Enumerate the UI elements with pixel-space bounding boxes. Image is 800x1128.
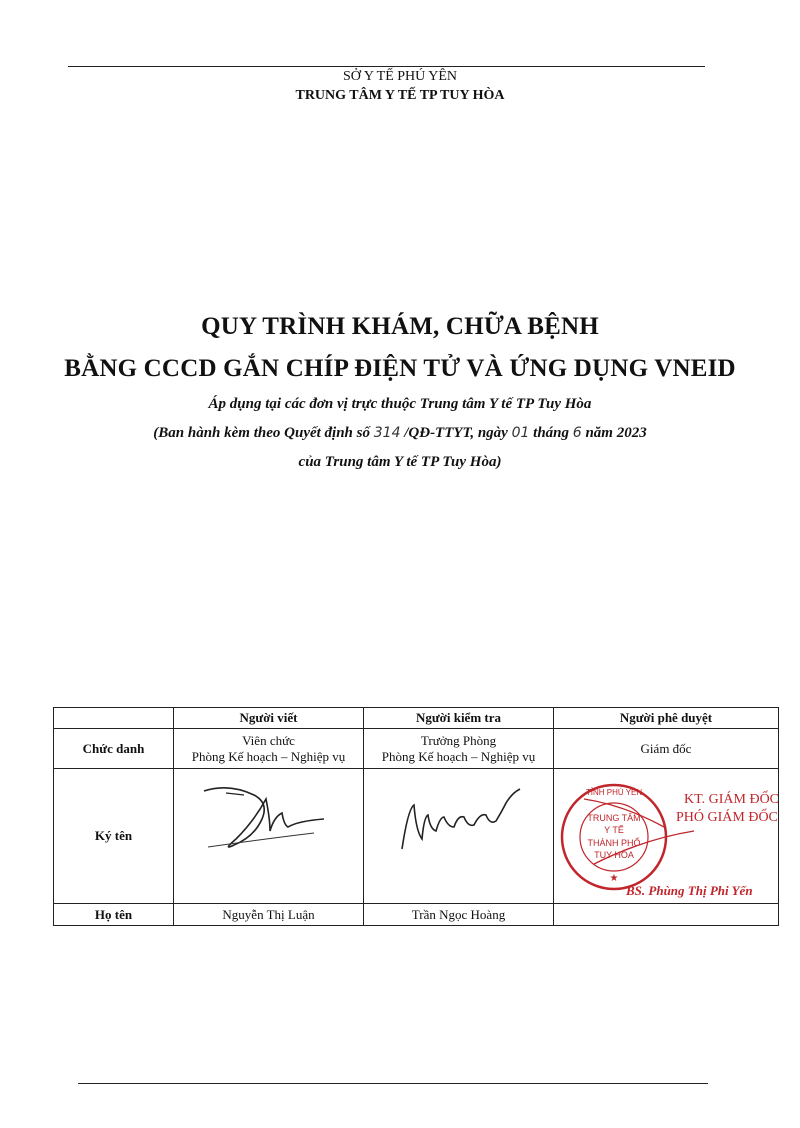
approver-signed-name: BS. Phùng Thị Phi Yến: [626, 883, 753, 898]
writer-signature-image: [174, 769, 364, 899]
signature-table: [53, 707, 779, 926]
decision-middle-1: /QĐ-TTYT, ngày: [400, 425, 512, 441]
name-row-label: Họ tên: [54, 904, 174, 926]
name-row: [54, 904, 779, 926]
approver-role-2: PHÓ GIÁM ĐỐC: [676, 810, 778, 825]
apply-line: Áp dụng tại các đơn vị trực thuộc Trung tâm Y tế TP Tuy Hòa: [208, 396, 592, 412]
checker-signature: [364, 769, 554, 904]
checker-title: [364, 729, 554, 769]
header-writer: Người viết: [174, 708, 364, 729]
approver-title: Giám đốc: [554, 729, 779, 769]
decision-number: 314: [373, 425, 401, 441]
header-line-2: TRUNG TÂM Y TẾ TP TUY HÒA: [295, 88, 505, 103]
sign-row: [54, 769, 779, 904]
top-rule: [68, 66, 705, 67]
approval-stamp-image: [554, 769, 779, 899]
approver-signature: [554, 769, 779, 904]
checker-title-line-1: Trưởng Phòng: [420, 732, 497, 748]
bottom-rule: [78, 1083, 708, 1084]
issuer-line: của Trung tâm Y tế TP Tuy Hòa): [298, 454, 502, 470]
decision-suffix: năm 2023: [581, 425, 647, 441]
header-line-1: SỞ Y TẾ PHÚ YÊN: [342, 69, 458, 84]
header-approver: Người phê duyệt: [554, 708, 779, 729]
title-row: [54, 729, 779, 769]
table-header-row: [54, 708, 779, 729]
stamp-line-4: TUY HÒA: [594, 850, 634, 860]
approval-stamp-area: [554, 769, 778, 903]
decision-day: 01: [511, 425, 530, 441]
writer-title-line-2: Phòng Kế hoạch – Nghiệp vụ: [191, 748, 346, 764]
checker-title-line-2: Phòng Kế hoạch – Nghiệp vụ: [381, 748, 536, 764]
decision-prefix: (Ban hành kèm theo Quyết định số: [153, 425, 374, 441]
approver-role-1: KT. GIÁM ĐỐC: [684, 792, 779, 807]
approver-name: [554, 904, 779, 926]
writer-title: [174, 729, 364, 769]
stamp-line-2: Y TẾ: [604, 825, 624, 835]
stamp-star-icon: ★: [609, 873, 619, 884]
stamp-line-3: THÀNH PHỐ: [587, 838, 641, 848]
stamp-ring-text: TỈNH PHÚ YÊN: [585, 788, 643, 797]
writer-signature: [174, 769, 364, 904]
checker-name: Trần Ngọc Hoàng: [364, 904, 554, 926]
sign-row-label: Ký tên: [54, 769, 174, 904]
document-title-line-1: QUY TRÌNH KHÁM, CHỮA BỆNH: [201, 313, 599, 340]
decision-month: 6: [572, 425, 582, 441]
title-row-label: Chức danh: [54, 729, 174, 769]
decision-line: [0, 425, 800, 442]
stamp-line-1: TRUNG TÂM: [587, 813, 641, 823]
header-empty: [54, 708, 174, 729]
checker-signature-image: [364, 769, 554, 899]
decision-middle-2: tháng: [529, 425, 573, 441]
document-title-line-2: BẰNG CCCD GẮN CHÍP ĐIỆN TỬ VÀ ỨNG DỤNG VNEID: [64, 355, 736, 382]
writer-name: Nguyễn Thị Luận: [174, 904, 364, 926]
writer-title-line-1: Viên chức: [242, 732, 295, 748]
header-checker: Người kiểm tra: [364, 708, 554, 729]
